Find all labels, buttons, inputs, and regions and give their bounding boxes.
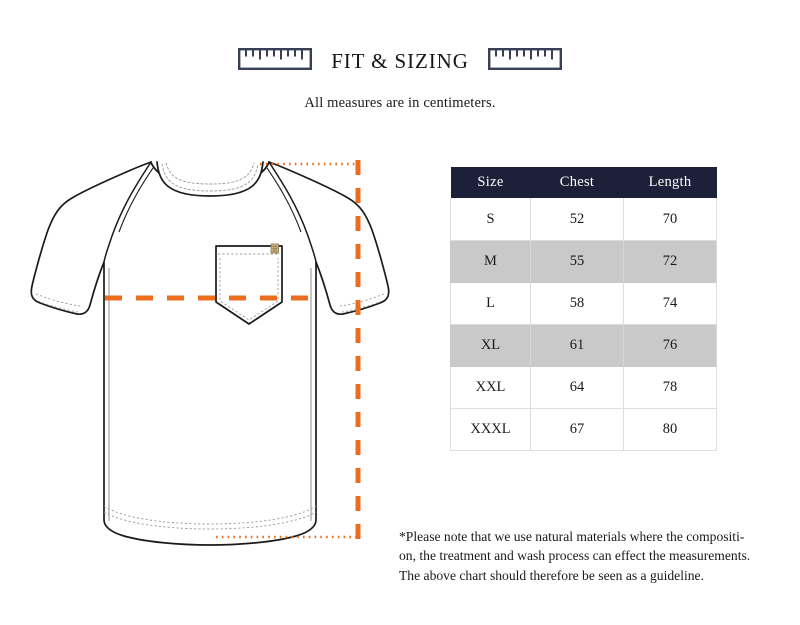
page-title: FIT & SIZING xyxy=(331,48,469,73)
cell-chest: 58 xyxy=(531,283,624,325)
column-header-chest: Chest xyxy=(531,167,624,199)
table-body xyxy=(451,199,717,451)
footnote-line-1: *Please note that we use natural materials where the compositi- xyxy=(399,529,745,544)
footnote-line-2: on, the treatment and wash process can effect the measurements. xyxy=(399,548,751,564)
cell-length: 74 xyxy=(624,283,717,325)
cell-length: 78 xyxy=(624,367,717,409)
table-row xyxy=(451,283,717,325)
column-header-size: Size xyxy=(451,167,531,199)
cell-size: XL xyxy=(451,325,531,367)
cell-chest: 61 xyxy=(531,325,624,367)
table-row xyxy=(451,409,717,451)
cell-chest: 67 xyxy=(531,409,624,451)
tshirt-illustration xyxy=(20,140,400,560)
cell-size: L xyxy=(451,283,531,325)
table-row xyxy=(451,367,717,409)
cell-length: 80 xyxy=(624,409,717,451)
footnote-line-3: The above chart should therefore be seen as a guideline. xyxy=(399,567,704,583)
ruler-icon xyxy=(238,48,312,75)
ruler-icon xyxy=(488,48,562,75)
table-row xyxy=(451,325,717,367)
cell-length: 76 xyxy=(624,325,717,367)
header xyxy=(0,44,800,112)
cell-chest: 52 xyxy=(531,199,624,241)
cell-size: XXL xyxy=(451,367,531,409)
cell-chest: 55 xyxy=(531,241,624,283)
size-chart-table xyxy=(450,167,717,451)
cell-size: XXXL xyxy=(451,409,531,451)
title-row xyxy=(0,44,800,78)
cell-length: 72 xyxy=(624,241,717,283)
table-header-row xyxy=(451,167,717,199)
tshirt-body-outline xyxy=(31,162,388,545)
footnote xyxy=(399,527,774,585)
cell-length: 70 xyxy=(624,199,717,241)
cell-size: S xyxy=(451,199,531,241)
column-header-length: Length xyxy=(624,167,717,199)
cell-size: M xyxy=(451,241,531,283)
table-row xyxy=(451,199,717,241)
cell-chest: 64 xyxy=(531,367,624,409)
table-header xyxy=(451,167,717,199)
table-row xyxy=(451,241,717,283)
subtitle: All measures are in centimeters. xyxy=(304,95,496,111)
